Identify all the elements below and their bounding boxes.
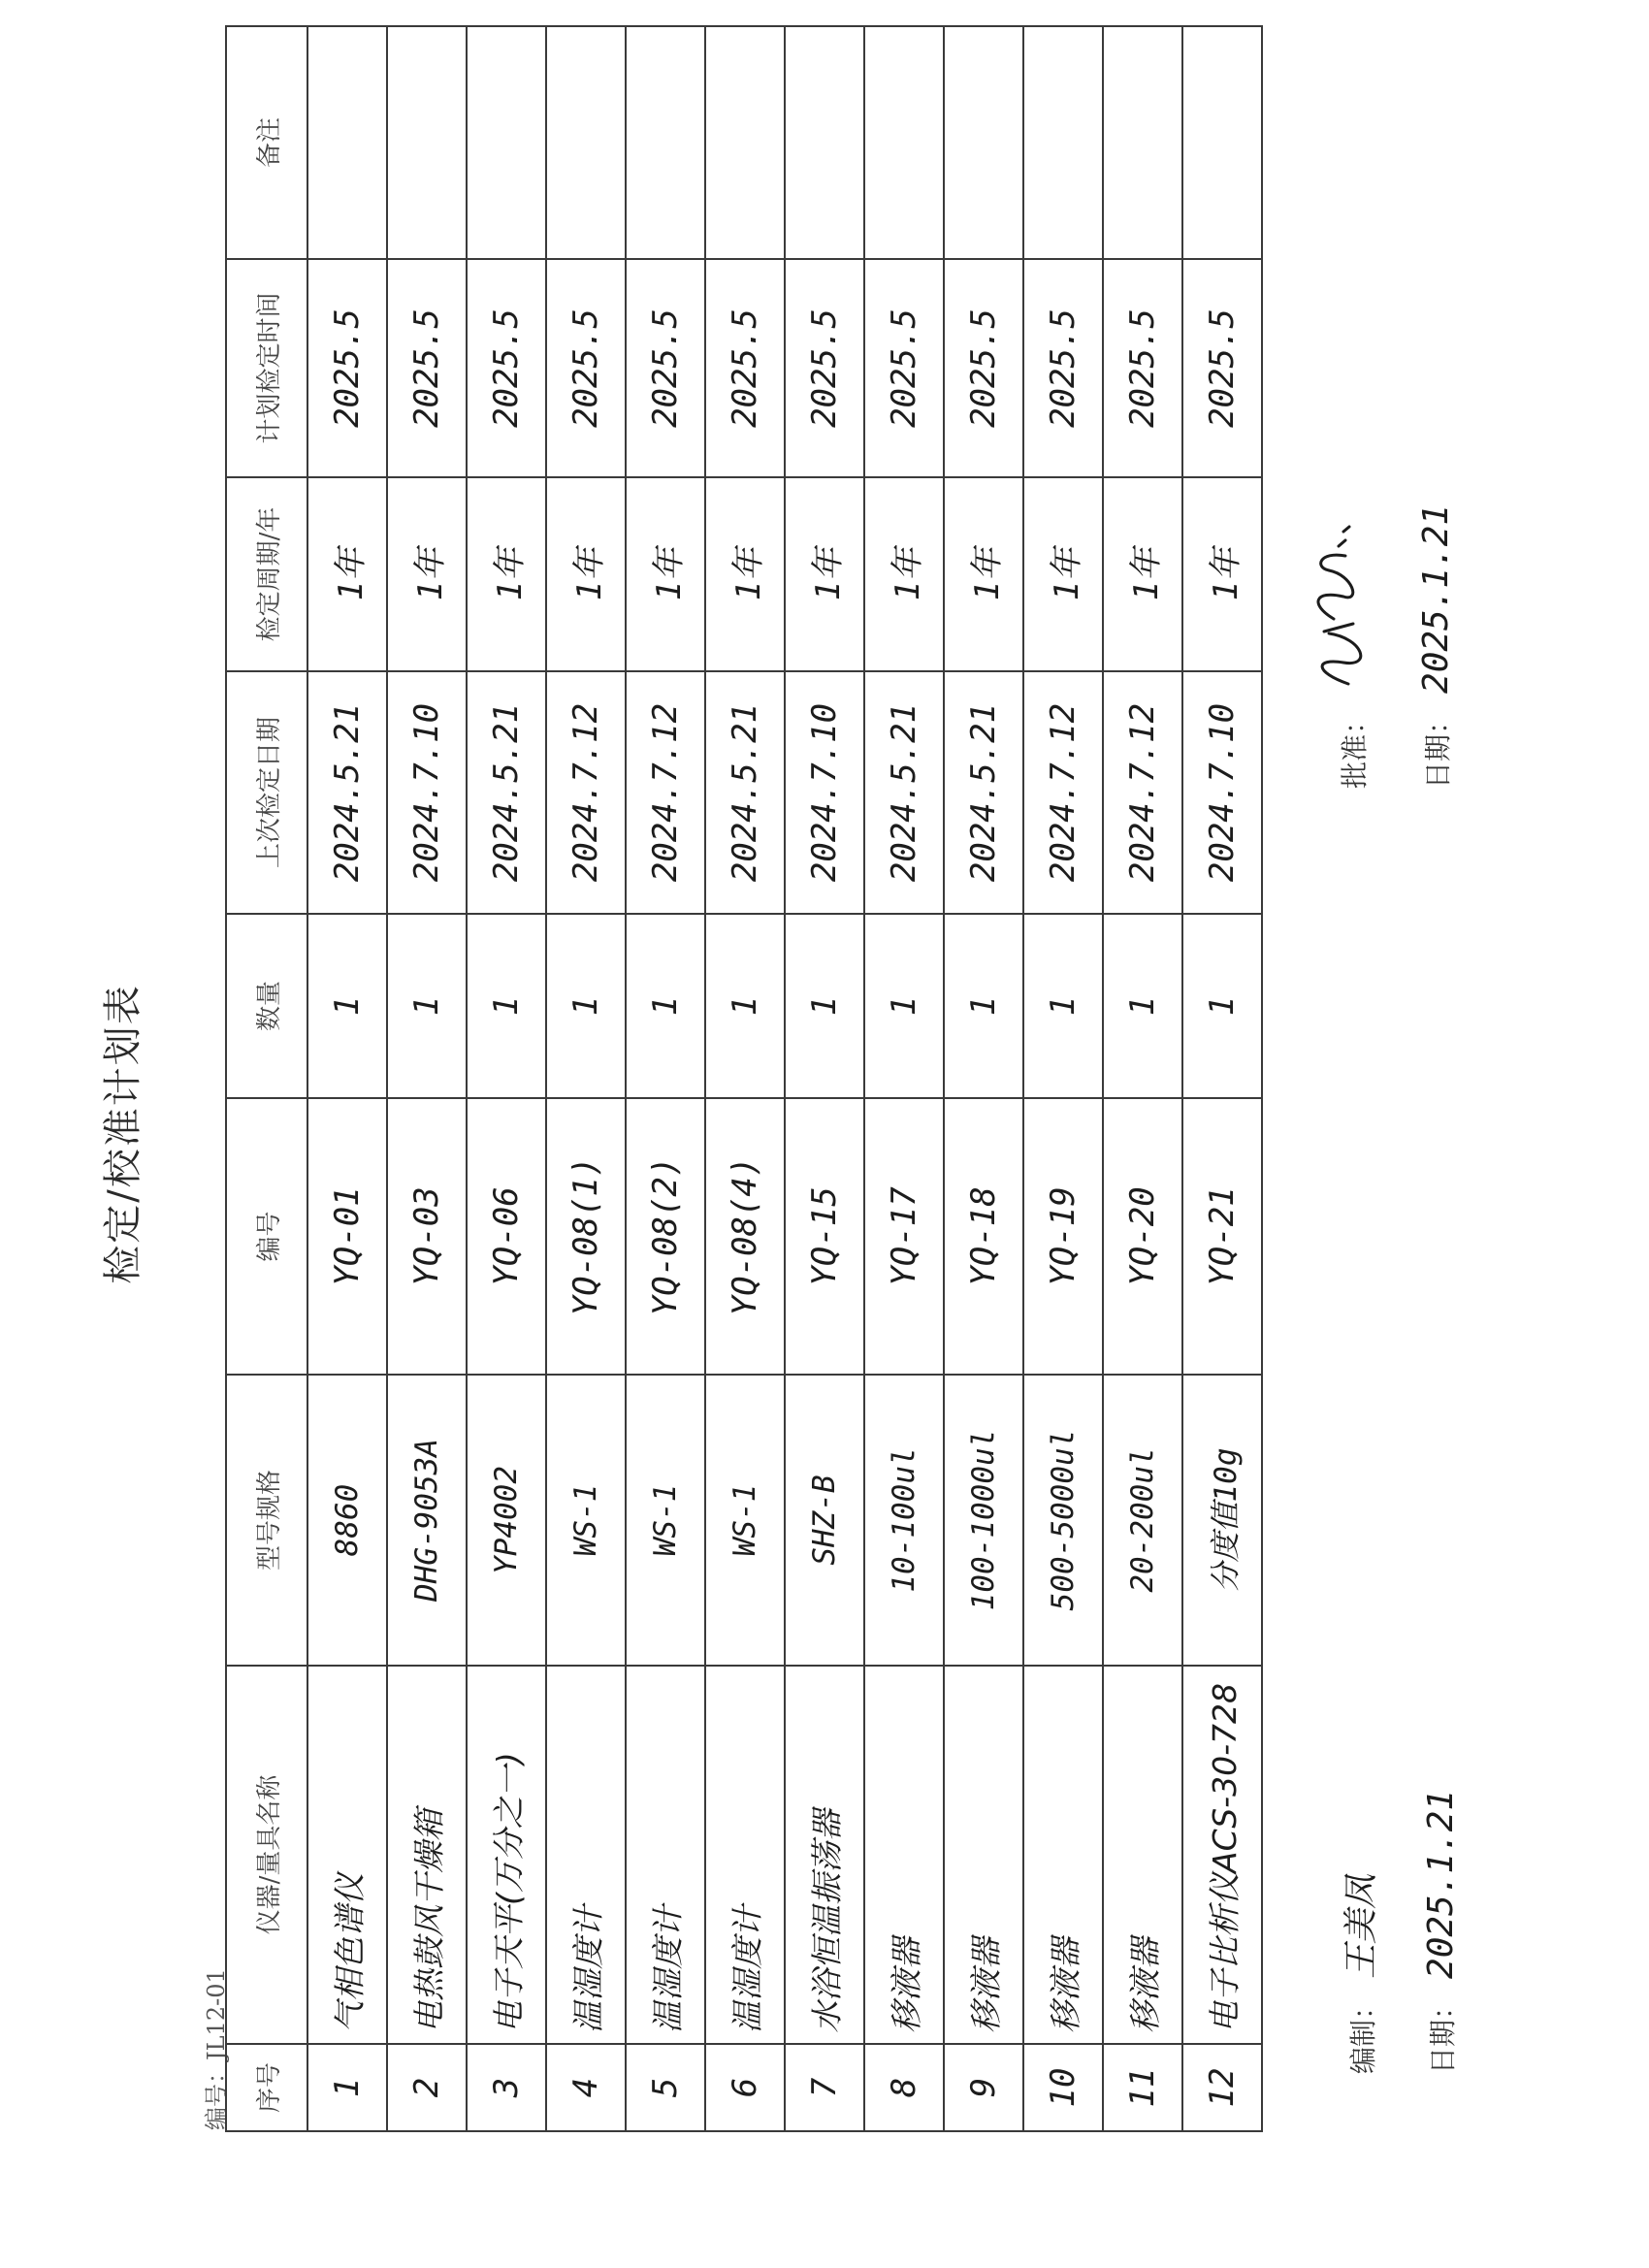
cell-instrument-id: YQ-19 [1023,1098,1103,1375]
cell-quantity: 1 [307,914,387,1098]
cell-instrument-id: YQ-01 [307,1098,387,1375]
cell-quantity: 1 [387,914,467,1098]
cell-instrument-id: YQ-17 [864,1098,944,1375]
cell-instrument-name: 移液器 [1103,1666,1182,2044]
cell-serial-no: 7 [785,2044,864,2131]
cell-instrument-name: 移液器 [1023,1666,1103,2044]
compiled-date-label: 日期： [1427,1992,1459,2074]
cell-model-spec: 100-1000ul [944,1375,1023,1666]
cell-instrument-id: YQ-20 [1103,1098,1182,1375]
cell-calibration-cycle: 1年 [467,477,546,671]
cell-planned-calibration: 2025.5 [785,259,864,477]
cell-remark [307,26,387,259]
cell-calibration-cycle: 1年 [944,477,1023,671]
cell-last-calibration-date: 2024.7.12 [1103,671,1182,914]
approved-date-line [1416,504,1456,789]
table-row [1103,26,1182,2131]
calibration-plan-table [225,25,1263,2132]
table-row [864,26,944,2131]
cell-last-calibration-date: 2024.5.21 [944,671,1023,914]
cell-planned-calibration: 2025.5 [626,259,705,477]
cell-instrument-name: 水浴恒温振荡器 [785,1666,864,2044]
header-cell: 计划检定时间 [226,259,307,477]
cell-instrument-id: YQ-08(4) [705,1098,785,1375]
cell-calibration-cycle: 1年 [307,477,387,671]
cell-model-spec: WS-1 [626,1375,705,1666]
cell-model-spec: WS-1 [546,1375,626,1666]
cell-serial-no: 3 [467,2044,546,2131]
cell-last-calibration-date: 2024.7.10 [1182,671,1262,914]
cell-quantity: 1 [1103,914,1182,1098]
compiled-by-label: 编制： [1347,1992,1379,2074]
cell-instrument-name: 电子天平(万分之一) [467,1666,546,2044]
cell-model-spec: 分度值10g [1182,1375,1262,1666]
cell-instrument-name: 电热鼓风干燥箱 [387,1666,467,2044]
cell-quantity: 1 [944,914,1023,1098]
cell-quantity: 1 [785,914,864,1098]
table-row [387,26,467,2131]
cell-calibration-cycle: 1年 [1103,477,1182,671]
compiled-by-name: 王美凤 [1342,1873,1381,1979]
cell-quantity: 1 [546,914,626,1098]
cell-calibration-cycle: 1年 [785,477,864,671]
compiled-date-value: 2025.1.21 [1421,1789,1461,1979]
cell-planned-calibration: 2025.5 [387,259,467,477]
cell-last-calibration-date: 2024.5.21 [705,671,785,914]
cell-serial-no: 9 [944,2044,1023,2131]
cell-quantity: 1 [626,914,705,1098]
cell-model-spec: 8860 [307,1375,387,1666]
cell-quantity: 1 [705,914,785,1098]
cell-instrument-id: YQ-08(2) [626,1098,705,1375]
cell-instrument-name: 移液器 [864,1666,944,2044]
cell-model-spec: DHG-9053A [387,1375,467,1666]
cell-planned-calibration: 2025.5 [1023,259,1103,477]
header-cell: 型号规格 [226,1375,307,1666]
document-code: 编号：JL12-01 [203,1968,230,2130]
cell-quantity: 1 [864,914,944,1098]
cell-planned-calibration: 2025.5 [1182,259,1262,477]
page-title: 检定/校准计划表 [101,984,146,1284]
cell-instrument-id: YQ-03 [387,1098,467,1375]
cell-planned-calibration: 2025.5 [307,259,387,477]
cell-quantity: 1 [467,914,546,1098]
table-row [1182,26,1262,2131]
cell-instrument-name: 移液器 [944,1666,1023,2044]
cell-instrument-id: YQ-21 [1182,1098,1262,1375]
cell-remark [944,26,1023,259]
header-cell: 序号 [226,2044,307,2131]
cell-planned-calibration: 2025.5 [705,259,785,477]
cell-last-calibration-date: 2024.5.21 [307,671,387,914]
cell-last-calibration-date: 2024.7.10 [785,671,864,914]
cell-instrument-name: 温湿度计 [626,1666,705,2044]
cell-model-spec: YP4002 [467,1375,546,1666]
cell-serial-no: 10 [1023,2044,1103,2131]
cell-model-spec: 10-100ul [864,1375,944,1666]
cell-instrument-name: 温湿度计 [705,1666,785,2044]
cell-last-calibration-date: 2024.5.21 [864,671,944,914]
approved-date-label: 日期： [1422,706,1454,789]
cell-instrument-name: 温湿度计 [546,1666,626,2044]
cell-serial-no: 11 [1103,2044,1182,2131]
cell-remark [387,26,467,259]
cell-model-spec: WS-1 [705,1375,785,1666]
cell-remark [705,26,785,259]
cell-serial-no: 2 [387,2044,467,2131]
cell-remark [1103,26,1182,259]
cell-remark [467,26,546,259]
cell-remark [1182,26,1262,259]
cell-model-spec: 500-5000ul [1023,1375,1103,1666]
table-row [546,26,626,2131]
cell-calibration-cycle: 1年 [546,477,626,671]
cell-last-calibration-date: 2024.7.10 [387,671,467,914]
cell-last-calibration-date: 2024.7.12 [546,671,626,914]
cell-serial-no: 1 [307,2044,387,2131]
cell-calibration-cycle: 1年 [1182,477,1262,671]
cell-planned-calibration: 2025.5 [944,259,1023,477]
cell-model-spec: SHZ-B [785,1375,864,1666]
table-row [626,26,705,2131]
table-header-row [226,26,307,2131]
approved-date-value: 2025.1.21 [1416,503,1456,694]
cell-last-calibration-date: 2024.5.21 [467,671,546,914]
cell-serial-no: 5 [626,2044,705,2131]
compiled-by-line [1334,1874,1383,2074]
cell-planned-calibration: 2025.5 [467,259,546,477]
cell-quantity: 1 [1023,914,1103,1098]
cell-calibration-cycle: 1年 [626,477,705,671]
cell-instrument-id: YQ-08(1) [546,1098,626,1375]
compiled-date-line [1421,1790,1461,2074]
table-row [944,26,1023,2131]
cell-last-calibration-date: 2024.7.12 [1023,671,1103,914]
header-cell: 备注 [226,26,307,259]
header-cell: 编号 [226,1098,307,1375]
cell-remark [864,26,944,259]
cell-planned-calibration: 2025.5 [1103,259,1182,477]
table-row [785,26,864,2131]
table-row [705,26,785,2131]
approved-by-label: 批准： [1339,706,1371,789]
table-row [1023,26,1103,2131]
cell-serial-no: 12 [1182,2044,1262,2131]
cell-calibration-cycle: 1年 [864,477,944,671]
cell-instrument-id: YQ-15 [785,1098,864,1375]
cell-serial-no: 6 [705,2044,785,2131]
cell-remark [1023,26,1103,259]
cell-quantity: 1 [1182,914,1262,1098]
approver-signature [1295,507,1373,692]
cell-serial-no: 8 [864,2044,944,2131]
cell-remark [546,26,626,259]
cell-calibration-cycle: 1年 [1023,477,1103,671]
header-cell: 数量 [226,914,307,1098]
header-cell: 仪器/量具名称 [226,1666,307,2044]
cell-instrument-id: YQ-06 [467,1098,546,1375]
table-row [467,26,546,2131]
cell-serial-no: 4 [546,2044,626,2131]
cell-instrument-name: 气相色谱仪 [307,1666,387,2044]
approved-by-line [1334,707,1373,789]
header-cell: 检定周期/年 [226,477,307,671]
cell-planned-calibration: 2025.5 [864,259,944,477]
cell-planned-calibration: 2025.5 [546,259,626,477]
cell-remark [626,26,705,259]
cell-instrument-id: YQ-18 [944,1098,1023,1375]
cell-calibration-cycle: 1年 [705,477,785,671]
cell-instrument-name: 电子比析仪ACS-30-728 [1182,1666,1262,2044]
table-row [307,26,387,2131]
cell-model-spec: 20-200ul [1103,1375,1182,1666]
table-body [307,26,1262,2131]
cell-last-calibration-date: 2024.7.12 [626,671,705,914]
cell-calibration-cycle: 1年 [387,477,467,671]
cell-remark [785,26,864,259]
header-cell: 上次检定日期 [226,671,307,914]
